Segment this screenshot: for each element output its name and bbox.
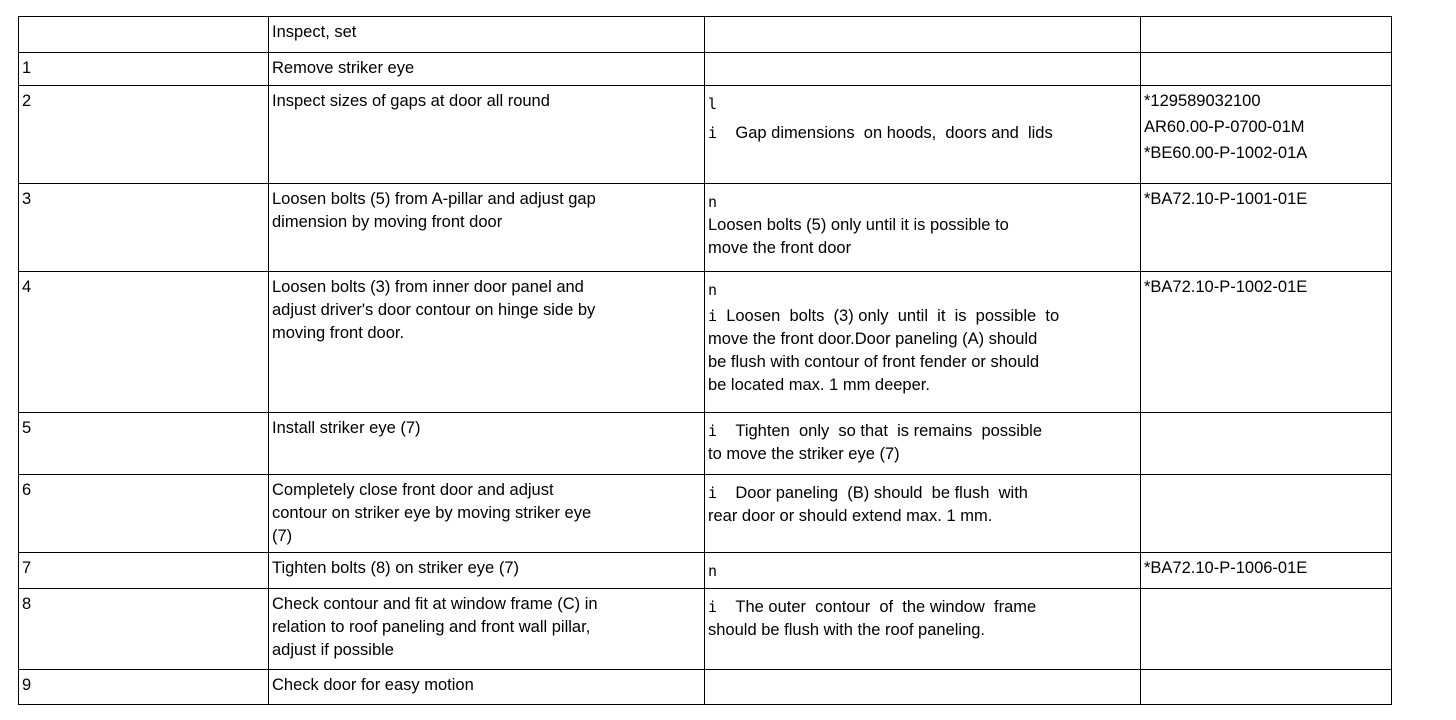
action-text: Remove striker eye <box>272 59 415 77</box>
reference-link[interactable]: *BE60.00-P-1002-01A <box>1144 144 1308 162</box>
action-cell <box>269 589 705 670</box>
step-number: 1 <box>22 59 32 77</box>
reference-link[interactable]: *BA72.10-P-1002-01E <box>1144 278 1308 296</box>
table-row <box>19 475 1392 553</box>
action-cell <box>269 413 705 475</box>
note-icon: n <box>708 193 718 211</box>
action-text: Tighten bolts (8) on striker eye (7) <box>272 559 519 577</box>
reference-link[interactable]: *BA72.10-P-1001-01E <box>1144 190 1308 208</box>
action-text: Completely close front door and adjust <box>272 481 554 499</box>
notes-cell <box>705 86 1141 184</box>
step-number: 7 <box>22 559 32 577</box>
reference-cell <box>1141 475 1392 553</box>
note-text: Door paneling (B) should be flush with <box>735 484 1028 502</box>
notes-cell <box>705 272 1141 413</box>
action-cell <box>269 17 705 53</box>
note-text: be flush with contour of front fender or should <box>708 353 1040 371</box>
action-text: Inspect sizes of gaps at door all round <box>272 92 550 110</box>
step-number: 2 <box>22 92 32 110</box>
step-number: 3 <box>22 190 32 208</box>
info-icon: i <box>708 484 718 502</box>
step-cell <box>19 53 269 86</box>
reference-link[interactable]: *129589032100 <box>1144 92 1261 110</box>
note-text: should be flush with the roof paneling. <box>708 621 986 639</box>
table-row <box>19 184 1392 272</box>
notes-cell <box>705 589 1141 670</box>
action-cell <box>269 475 705 553</box>
action-text: Install striker eye (7) <box>272 419 421 437</box>
note-text: to move the striker eye (7) <box>708 445 900 463</box>
action-text: contour on striker eye by moving striker eye <box>272 504 592 522</box>
table-row <box>19 86 1392 184</box>
notes-cell <box>705 413 1141 475</box>
notes-cell <box>705 475 1141 553</box>
reference-cell <box>1141 17 1392 53</box>
note-text: Tighten only so that is remains possible <box>735 422 1042 440</box>
info-icon: i <box>708 422 718 440</box>
step-cell <box>19 413 269 475</box>
step-cell <box>19 17 269 53</box>
note-text: Loosen bolts (5) only until it is possible to <box>708 216 1009 234</box>
action-text: Loosen bolts (3) from inner door panel and <box>272 278 584 296</box>
step-number: 4 <box>22 278 32 296</box>
note-text: be located max. 1 mm deeper. <box>708 376 930 394</box>
step-number: 6 <box>22 481 32 499</box>
action-cell <box>269 86 705 184</box>
reference-cell <box>1141 589 1392 670</box>
note-icon: n <box>708 562 718 580</box>
action-text: moving front door. <box>272 324 405 342</box>
action-text: Loosen bolts (5) from A-pillar and adjust gap <box>272 190 596 208</box>
action-text: Check contour and fit at window frame (C) in <box>272 595 598 613</box>
step-cell <box>19 475 269 553</box>
action-text: Check door for easy motion <box>272 676 474 694</box>
note-text: rear door or should extend max. 1 mm. <box>708 507 993 525</box>
step-number: 9 <box>22 676 32 694</box>
note-text: Gap dimensions on hoods, doors and lids <box>735 124 1053 142</box>
reference-cell <box>1141 53 1392 86</box>
reference-link[interactable]: AR60.00-P-0700-01M <box>1144 118 1305 136</box>
action-cell <box>269 553 705 589</box>
notes-cell <box>705 17 1141 53</box>
note-text: Loosen bolts (3) only until it is possible to <box>726 307 1060 325</box>
step-cell <box>19 86 269 184</box>
reference-link[interactable]: *BA72.10-P-1006-01E <box>1144 559 1308 577</box>
procedure-table <box>18 16 1392 705</box>
action-cell <box>269 272 705 413</box>
link-icon[interactable]: l <box>708 95 718 113</box>
notes-cell <box>705 184 1141 272</box>
step-number: 5 <box>22 419 32 437</box>
table-row <box>19 589 1392 670</box>
info-icon: i <box>708 307 718 325</box>
table-row <box>19 272 1392 413</box>
note-text: The outer contour of the window frame <box>735 598 1037 616</box>
action-text: adjust driver's door contour on hinge side by <box>272 301 596 319</box>
note-icon: n <box>708 281 718 299</box>
action-text: Inspect, set <box>272 23 357 41</box>
note-text: move the front door.Door paneling (A) should <box>708 330 1038 348</box>
step-cell <box>19 272 269 413</box>
action-text: adjust if possible <box>272 641 394 659</box>
reference-cell <box>1141 184 1392 272</box>
note-text: move the front door <box>708 239 852 257</box>
step-cell <box>19 589 269 670</box>
step-number: 8 <box>22 595 32 613</box>
action-cell <box>269 184 705 272</box>
info-icon: i <box>708 124 718 142</box>
step-cell <box>19 553 269 589</box>
action-cell <box>269 53 705 86</box>
table-row <box>19 553 1392 589</box>
step-cell <box>19 184 269 272</box>
action-text: relation to roof paneling and front wall pillar, <box>272 618 591 636</box>
action-cell <box>269 670 705 705</box>
reference-cell <box>1141 272 1392 413</box>
reference-cell <box>1141 413 1392 475</box>
action-text: (7) <box>272 527 293 545</box>
notes-cell <box>705 53 1141 86</box>
step-cell <box>19 670 269 705</box>
table-row <box>19 53 1392 86</box>
table-row <box>19 17 1392 53</box>
table-row <box>19 670 1392 705</box>
notes-cell <box>705 553 1141 589</box>
table-row <box>19 413 1392 475</box>
reference-cell <box>1141 670 1392 705</box>
action-text: dimension by moving front door <box>272 213 503 231</box>
notes-cell <box>705 670 1141 705</box>
reference-cell <box>1141 86 1392 184</box>
reference-cell <box>1141 553 1392 589</box>
info-icon: i <box>708 598 718 616</box>
